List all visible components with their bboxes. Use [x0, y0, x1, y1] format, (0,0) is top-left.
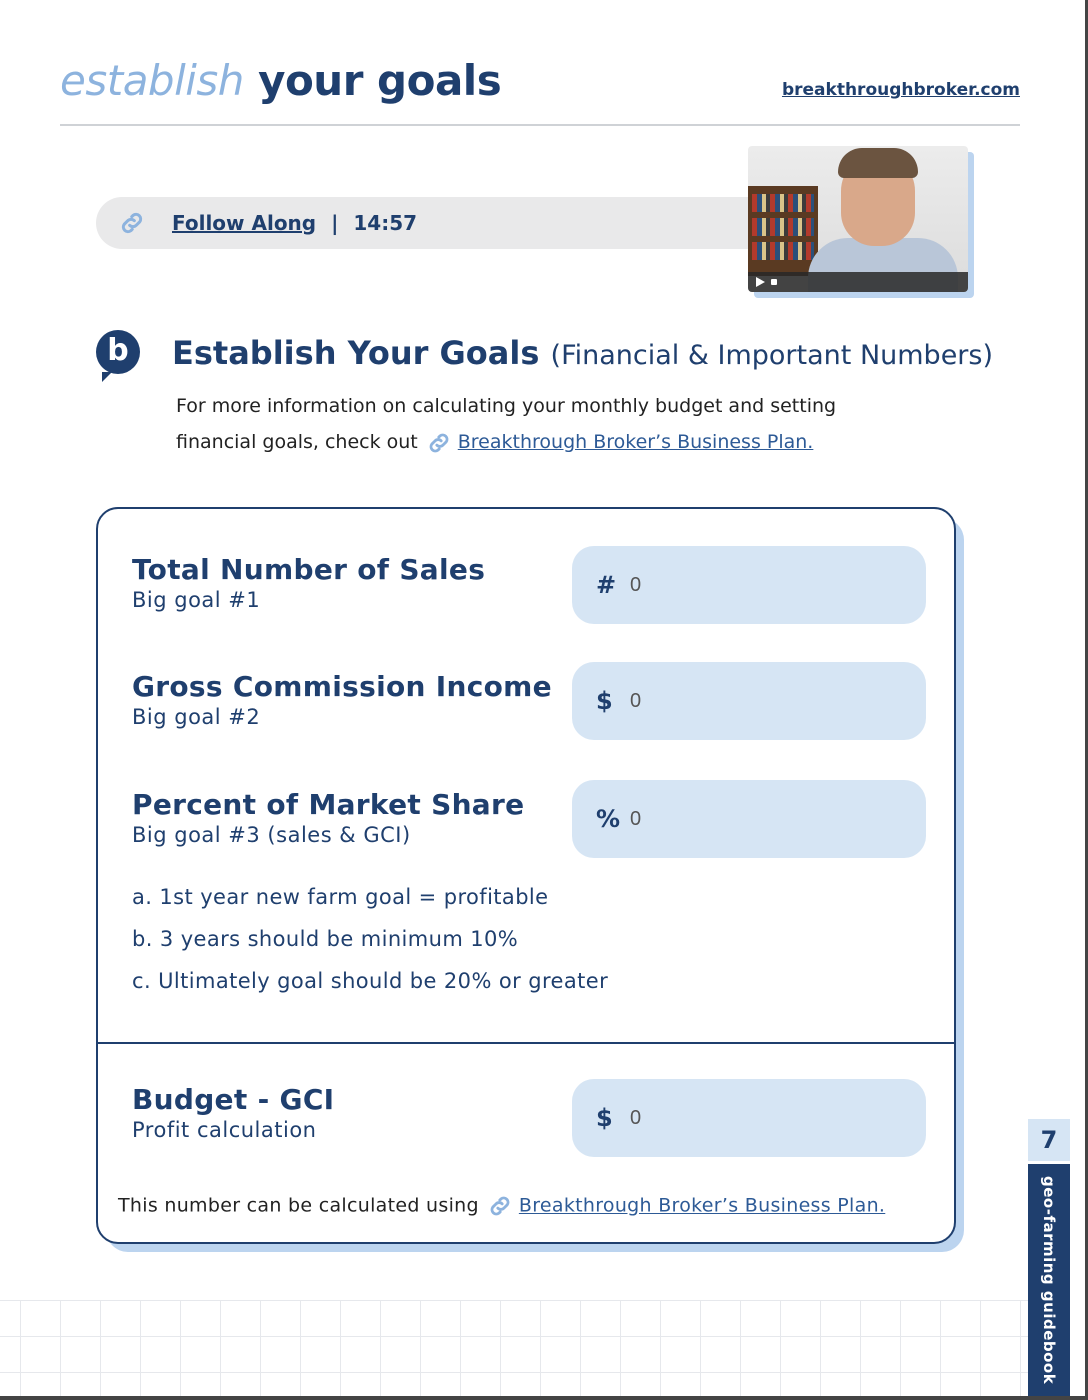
presenter-hair — [838, 148, 918, 178]
video-duration: 14:57 — [353, 211, 418, 235]
page-number: 7 — [1028, 1119, 1070, 1161]
page-edge — [0, 1396, 1088, 1400]
section-description — [176, 388, 936, 460]
gci-input[interactable] — [572, 662, 926, 740]
goal-label: Percent of Market Share — [132, 788, 525, 821]
description-line-2 — [176, 424, 936, 460]
footer-text: This number can be calculated using — [118, 1194, 479, 1217]
bookshelf-image — [748, 186, 818, 276]
link-icon — [487, 1193, 513, 1219]
description-text: financial goals, check out — [176, 431, 418, 453]
volume-icon[interactable] — [771, 279, 777, 285]
goals-card — [96, 507, 956, 1244]
card-divider — [98, 1042, 954, 1044]
business-plan-link[interactable]: Breakthrough Broker’s Business Plan. — [518, 1194, 886, 1217]
header-divider — [60, 124, 1020, 126]
market-share-input[interactable] — [572, 780, 926, 858]
page-title-accent: establish — [60, 56, 244, 105]
video-thumbnail[interactable] — [748, 146, 968, 292]
percent-icon: % — [596, 805, 621, 833]
description-line-1: For more information on calculating your monthly budget and setting — [176, 395, 837, 417]
budget-input[interactable] — [572, 1079, 926, 1157]
goal-sublabel: Profit calculation — [132, 1118, 317, 1142]
dollar-icon: $ — [596, 1104, 613, 1132]
page-title-main: your goals — [258, 56, 502, 105]
link-icon — [118, 209, 146, 237]
note-item: c. Ultimately goal should be 20% or greater — [132, 969, 609, 993]
play-icon[interactable] — [756, 277, 765, 287]
follow-separator: | — [331, 211, 339, 235]
goal-total-sales — [132, 553, 485, 612]
market-share-notes — [132, 885, 608, 1011]
goal-label: Gross Commission Income — [132, 670, 552, 703]
goal-label: Total Number of Sales — [132, 553, 486, 586]
follow-along-link[interactable]: Follow Along — [172, 211, 317, 235]
card-footer-note — [118, 1193, 885, 1219]
video-controls[interactable] — [748, 272, 968, 292]
guidebook-tab — [1028, 1164, 1070, 1396]
dollar-icon: $ — [596, 687, 613, 715]
follow-along-text — [172, 211, 417, 235]
page-title — [60, 56, 501, 105]
guidebook-label: geo-farming guidebook — [1040, 1176, 1058, 1385]
field-value[interactable]: 0 — [630, 1106, 642, 1129]
field-value[interactable]: 0 — [630, 689, 642, 712]
goal-sublabel: Big goal #1 — [132, 588, 261, 612]
business-plan-link[interactable]: Breakthrough Broker’s Business Plan. — [457, 431, 814, 453]
link-icon — [426, 430, 452, 456]
follow-along-bar[interactable] — [96, 197, 796, 249]
goal-market-share — [132, 788, 524, 847]
total-sales-input[interactable] — [572, 546, 926, 624]
goal-sublabel: Big goal #3 (sales & GCI) — [132, 823, 411, 847]
goal-sublabel: Big goal #2 — [132, 705, 261, 729]
note-item: a. 1st year new farm goal = profitable — [132, 885, 549, 909]
section-title — [172, 334, 993, 372]
field-value[interactable]: 0 — [630, 807, 642, 830]
goal-label: Budget - GCI — [132, 1083, 335, 1116]
hash-icon: # — [596, 571, 617, 599]
section-subtitle: (Financial & Important Numbers) — [550, 340, 994, 371]
brand-badge-icon: b — [96, 330, 140, 374]
site-link[interactable]: breakthroughbroker.com — [781, 80, 1020, 100]
goal-budget — [132, 1083, 334, 1142]
note-item: b. 3 years should be minimum 10% — [132, 927, 519, 951]
background-grid — [0, 1300, 1040, 1396]
section-title-main: Establish Your Goals — [172, 334, 540, 372]
goal-gci — [132, 670, 552, 729]
field-value[interactable]: 0 — [630, 573, 642, 596]
